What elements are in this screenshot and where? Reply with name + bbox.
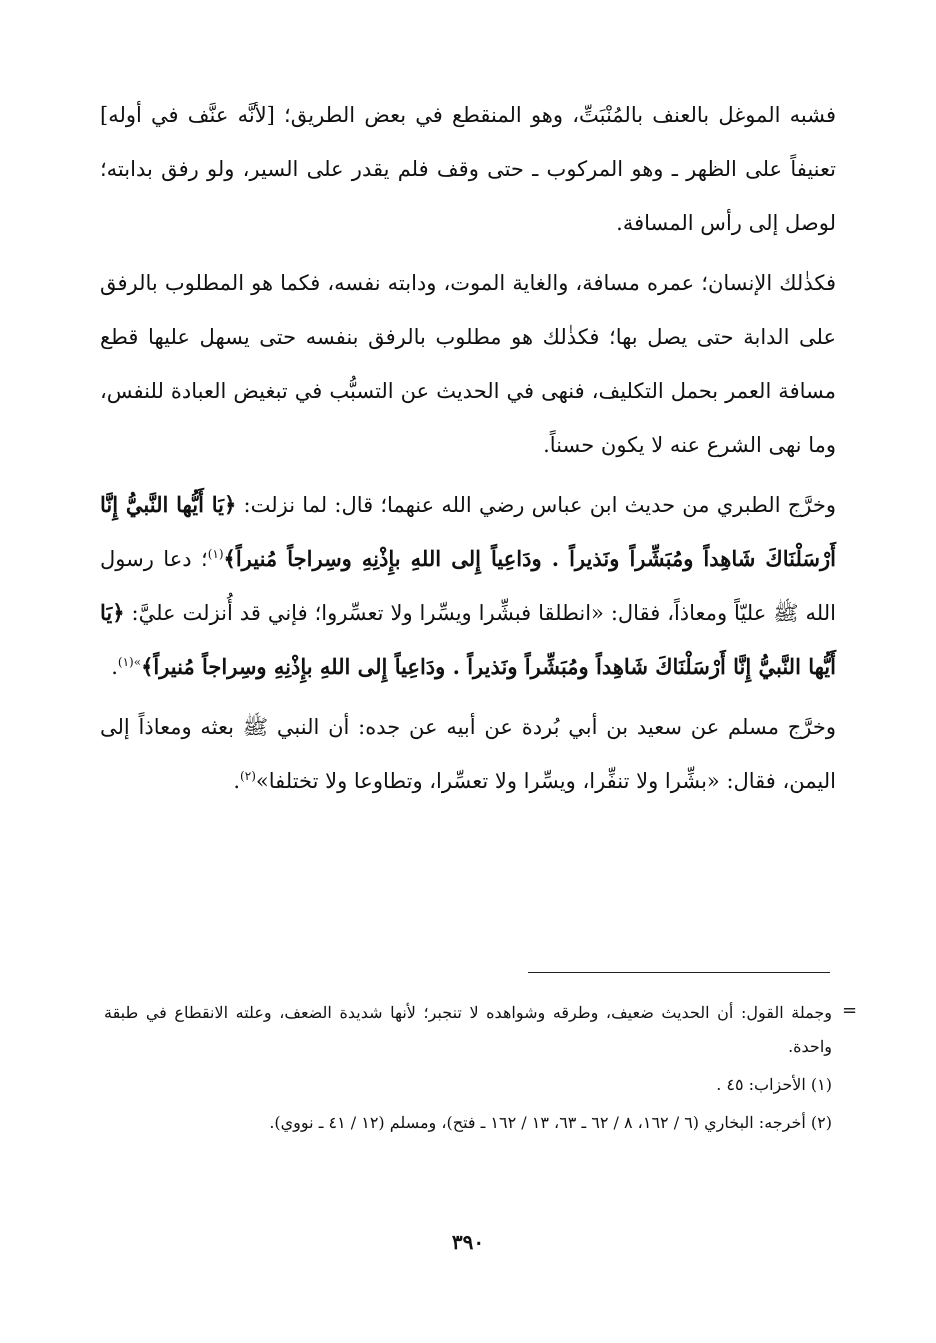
footnote-continuation-mark: = xyxy=(842,1000,858,1021)
footnote-ref-1b: »(١) xyxy=(117,655,142,669)
main-text xyxy=(100,88,836,814)
paragraph-2-text: فكذٰلك الإنسان؛ عمره مسافة، والغاية الموت، ودابته نفسه، فكما هو المطلوب بالرفق على الدابة حتى يصل بها؛ فكذٰلك هو مطلوب بالرفق بنفسه حتى يسهل عليها قطع مسافة العمر بحمل التكليف، فنهى في الحديث عن التسبُّب في تبغيض العبادة للنفس، وما نهى الشرع عنه لا يكون حسناً. xyxy=(100,271,836,457)
footnote-ref-2: (٢) xyxy=(240,769,256,783)
footnote-ref-1: (١) xyxy=(207,547,224,561)
page-number: ٣٩٠ xyxy=(451,1230,485,1254)
paragraph-1-text: فشبه الموغل بالعنف بالمُنْبَتِّ، وهو المنقطع في بعض الطريق؛ [لأنَّه عنَّف في أوله] تعنيفاً على الظهر ـ وهو المركوب ـ حتى وقف فلم يقدر على السير، ولو رفق بدابته؛ لوصل إلى رأس المسافة. xyxy=(100,103,836,235)
footnotes xyxy=(104,996,832,1144)
paragraph-2 xyxy=(100,256,836,472)
paragraph-4-text: وخرَّج مسلم عن سعيد بن أبي بُردة عن أبيه عن جده: أن النبي ﷺ بعثه ومعاذاً إلى اليمن، فقال: «بشِّرا ولا تنفِّرا، ويسِّرا ولا تعسِّرا، وتطاوعا ولا تختلفا» xyxy=(100,715,836,793)
quran-verse-1: ﴿يَا أَيُّها النَّبيُّ إِنَّا أَرْسَلْنَاكَ شَاهِداً ومُبَشِّراً ونَذيراً . ودَاعِياً إِلى اللهِ بإِذْنِهِ وسِراجاً مُنيراً﴾ xyxy=(100,492,836,571)
footnote-continued: وجملة القول: أن الحديث ضعيف، وطرقه وشواهده لا تنجبر؛ لأنها شديدة الضعف، وعلته الانقطاع في طبقة واحدة. xyxy=(104,1003,832,1056)
paragraph-4-end: . xyxy=(233,769,241,793)
footnote-2: (٢) أخرجه: البخاري (٦ / ١٦٢، ٨ / ٦٢ ـ ٦٣، ١٣ / ١٦٢ ـ فتح)، ومسلم (١٢ / ٤١ ـ نووي). xyxy=(269,1113,832,1132)
paragraph-1 xyxy=(100,88,836,250)
footnote-1: (١) الأحزاب: ٤٥ . xyxy=(716,1075,832,1094)
footnote-separator xyxy=(528,972,830,973)
paragraph-3-end: . xyxy=(111,655,118,679)
paragraph-3-hadith: ؛ دعا رسول الله ﷺ عليّاً ومعاذاً، فقال: «انطلقا فبشِّرا ويسِّرا ولا تعسِّروا؛ فإني قد أُنزلت عليَّ: xyxy=(100,547,836,625)
paragraph-3-intro: وخرَّج الطبري من حديث ابن عباس رضي الله عنهما؛ قال: لما نزلت: xyxy=(236,493,836,517)
paragraph-3 xyxy=(100,478,836,694)
quran-verse-2: ﴿يَا أَيُّها النَّبيُّ إِنَّا أَرْسَلْنَاكَ شَاهِداً ومُبَشِّراً ونَذيراً . ودَاعِياً إِلى اللهِ بإِذْنِهِ وسِراجاً مُنيراً﴾ xyxy=(100,600,836,679)
paragraph-4 xyxy=(100,700,836,808)
